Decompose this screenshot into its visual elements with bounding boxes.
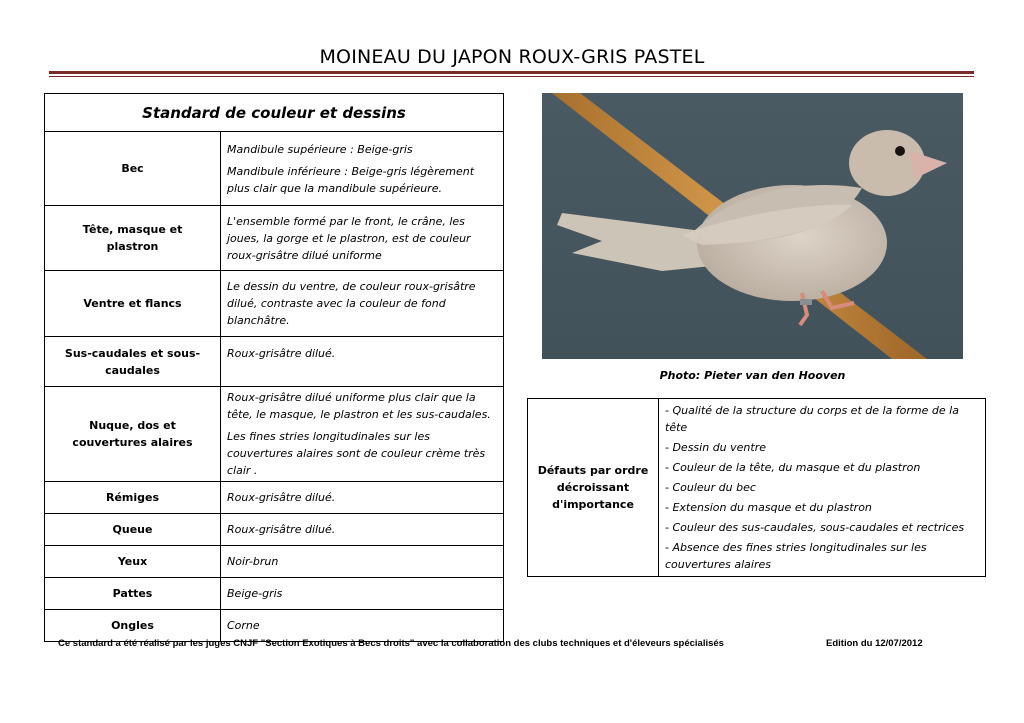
row-value-text: Mandibule supérieure : Beige-gris [227, 142, 413, 156]
page-title: MOINEAU DU JAPON ROUX-GRIS PASTEL [319, 46, 705, 68]
list-item: - Couleur du bec [665, 481, 756, 494]
row-label-tete: Tête, masque et plastron [45, 206, 221, 271]
row-label-remiges: Rémiges [45, 482, 221, 514]
list-item: - Absence des fines stries longitudinales sur les couvertures alaires [665, 541, 927, 571]
defauts-label: Défauts par ordre décroissant d'importance [528, 399, 659, 577]
row-value-caudales [221, 337, 504, 387]
table-row [45, 337, 504, 387]
row-value-text: Le dessin du ventre, de couleur roux-grisâtre dilué, contraste avec la couleur de fond blanchâtre. [227, 280, 476, 327]
title-rule [49, 71, 974, 74]
defauts-list [659, 399, 986, 577]
bird-illustration [542, 93, 963, 359]
row-value-ongles [221, 610, 504, 642]
table-row [45, 578, 504, 610]
row-label-pattes: Pattes [45, 578, 221, 610]
table-row [45, 482, 504, 514]
standard-heading: Standard de couleur et dessins [45, 94, 504, 132]
row-label-ventre: Ventre et flancs [45, 271, 221, 337]
list-item: - Dessin du ventre [665, 441, 766, 454]
list-item: - Couleur des sus-caudales, sous-caudales et rectrices [665, 521, 965, 534]
table-row [45, 546, 504, 578]
table-row [45, 387, 504, 482]
row-value-text: Roux-grisâtre dilué. [227, 491, 336, 504]
row-value-text: Mandibule inférieure : Beige-gris légèrement plus clair que la mandibule supérieure. [227, 164, 475, 195]
row-value-queue [221, 514, 504, 546]
list-item: - Couleur de la tête, du masque et du plastron [665, 461, 921, 474]
row-value-text: Roux-grisâtre dilué. [227, 523, 336, 536]
row-label-yeux: Yeux [45, 546, 221, 578]
row-label-queue: Queue [45, 514, 221, 546]
title-rule-thin [49, 76, 974, 77]
row-value-pattes [221, 578, 504, 610]
footer-edition: Edition du 12/07/2012 [826, 638, 923, 649]
row-value-remiges [221, 482, 504, 514]
row-value-ventre [221, 271, 504, 337]
defauts-table [527, 398, 986, 577]
row-value-text: Corne [227, 619, 260, 632]
row-value-text: Les fines stries longitudinales sur les couvertures alaires sont de couleur crème très clair . [227, 430, 486, 477]
row-value-nuque [221, 387, 504, 482]
row-value-text: Roux-grisâtre dilué. [227, 347, 336, 360]
bird-photo [542, 93, 963, 359]
row-value-bec [221, 132, 504, 206]
table-row [45, 206, 504, 271]
list-item: - Qualité de la structure du corps et de la forme de la tête [665, 404, 959, 434]
row-value-text: L'ensemble formé par le front, le crâne, les joues, la gorge et le plastron, est de couleur roux-grisâtre dilué uniforme [227, 214, 471, 262]
row-label-caudales: Sus-caudales et sous-caudales [45, 337, 221, 387]
photo-caption: Photo: Pieter van den Hooven [659, 369, 846, 382]
row-value-text: Beige-gris [227, 587, 283, 600]
row-value-tete [221, 206, 504, 271]
list-item: - Extension du masque et du plastron [665, 501, 872, 514]
row-label-bec: Bec [45, 132, 221, 206]
row-value-yeux [221, 546, 504, 578]
standard-table [44, 93, 504, 642]
row-label-nuque: Nuque, dos et couvertures alaires [45, 387, 221, 482]
table-row [45, 271, 504, 337]
row-value-text: Noir-brun [227, 555, 279, 568]
table-row [45, 132, 504, 206]
table-row [45, 610, 504, 642]
row-label-ongles: Ongles [45, 610, 221, 642]
row-value-text: Roux-grisâtre dilué uniforme plus clair que la tête, le masque, le plastron et les sus-caudales. [227, 391, 491, 421]
footer-credit: Ce standard a été réalisé par les juges CNJF "Section Exotiques à Becs droits" avec la collaboration des clubs techniques et d'éleveurs spécialisés [58, 638, 724, 649]
table-row [45, 514, 504, 546]
